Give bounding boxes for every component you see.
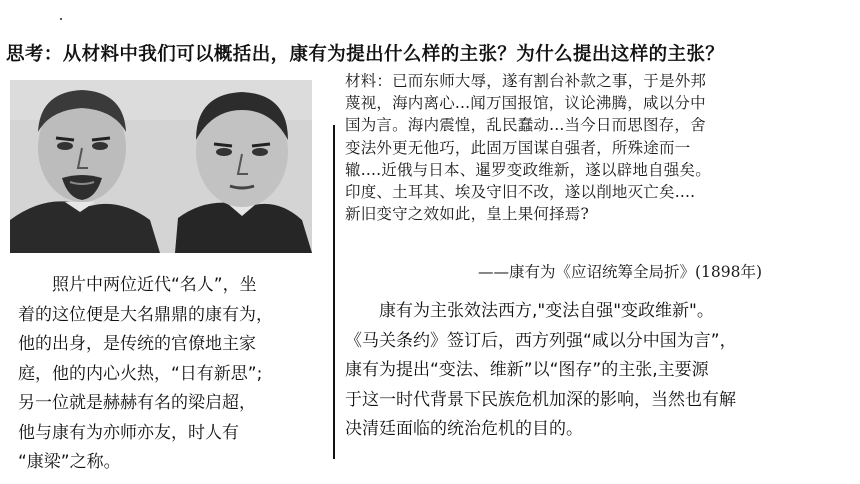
answer-text	[345, 297, 857, 445]
caption-line: 他与康有为亦师亦友，时人有	[18, 422, 239, 443]
caption-line: “康梁”之称。	[18, 452, 121, 472]
material-excerpt	[345, 70, 857, 225]
material-line: 变法外更无他巧，此固万国谋自强者，所殊途而一	[345, 138, 691, 157]
material-line: 印度、土耳其、埃及守旧不改，遂以削地灭亡矣....	[345, 183, 696, 202]
answer-line: 《马关条约》签订后，西方列强“咸以分中国为言”，	[345, 330, 737, 351]
material-line: 辙....近俄与日本、暹罗变政维新，遂以辟地自强矣。	[345, 160, 711, 179]
material-line: 新旧变守之效如此，皇上果何择焉?	[345, 205, 590, 224]
decorative-dot	[60, 18, 62, 20]
material-line: 国为言。海内震惶，乱民蠢动...当今日而思图存，舍	[345, 116, 706, 135]
material-citation: ——康有为《应诏统筹全局折》(1898年)	[478, 263, 763, 281]
caption-line: 另一位就是赫赫有名的梁启超，	[18, 393, 256, 413]
material-line: 蔑视，海内离心...闻万国报馆，议论沸腾，咸以分中	[345, 94, 706, 113]
answer-line: 康有为提出“变法、维新”以“图存”的主张,主要源	[345, 360, 709, 380]
question-heading: 思考：从材料中我们可以概括出，康有为提出什么样的主张？为什么提出这样的主张？	[6, 44, 725, 65]
photo-caption	[18, 271, 333, 478]
answer-line: 于这一时代背景下民族危机加深的影响，当然也有解	[345, 389, 736, 410]
caption-line: 他的出身，是传统的官僚地主家	[18, 334, 256, 354]
vertical-divider	[333, 125, 335, 459]
caption-line: 着的这位便是大名鼎鼎的康有为，	[18, 304, 273, 325]
caption-line: 庭，他的内心火热，“日有新思”;	[18, 363, 263, 384]
answer-line: 决清廷面临的统治危机的目的。	[345, 419, 583, 439]
answer-line: 康有为主张效法西方,"变法自强"变政维新"。	[345, 301, 714, 321]
material-line: 材料：已而东师大辱，遂有割台补款之事，于是外邦	[345, 72, 707, 90]
caption-line: 照片中两位近代“名人”，坐	[18, 275, 257, 295]
historical-photo	[10, 80, 312, 253]
